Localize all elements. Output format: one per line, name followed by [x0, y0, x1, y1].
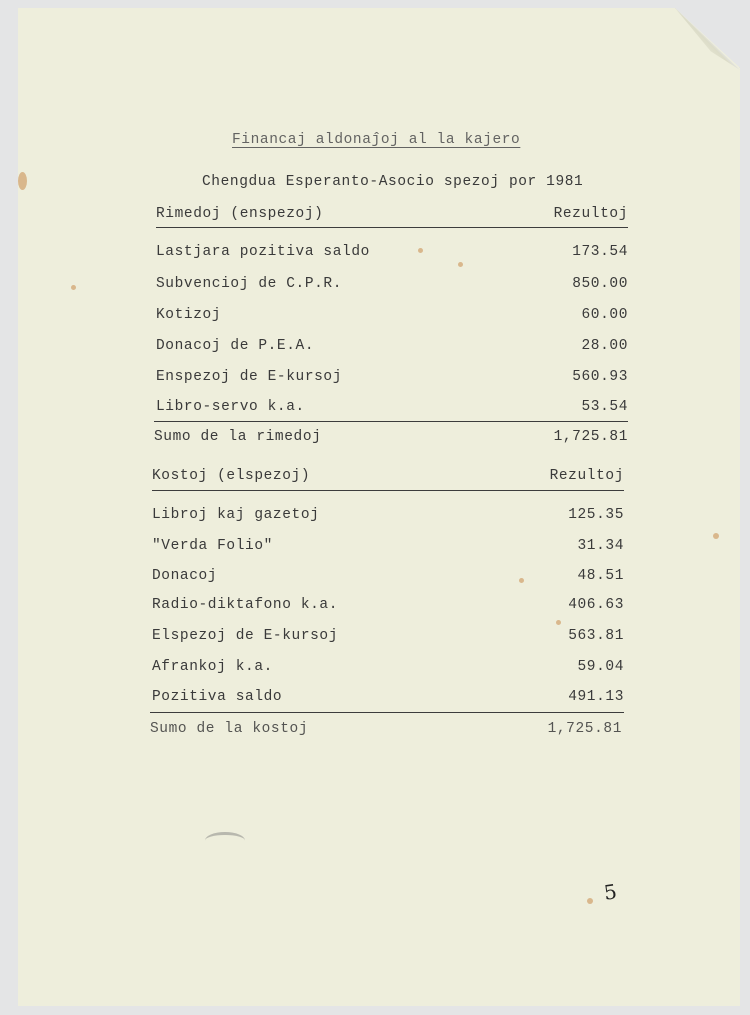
document-subtitle: Chengdua Esperanto-Asocio spezoj por 1981: [202, 174, 584, 190]
row-value: 560.93: [572, 369, 628, 385]
row-label: Afrankoj k.a.: [152, 659, 273, 675]
row-label: Elspezoj de E-kursoj: [152, 628, 339, 644]
row-label: Donacoj de P.E.A.: [156, 338, 315, 354]
row-value: 53.54: [581, 399, 628, 415]
row-value: 31.34: [577, 538, 624, 554]
row-label: Pozitiva saldo: [152, 689, 283, 705]
income-header-row: [0, 206, 750, 226]
expense-total-row: [0, 721, 750, 741]
table-row: [0, 369, 750, 389]
stain-mark: [587, 898, 593, 904]
row-value: 60.00: [581, 307, 628, 323]
row-value: 173.54: [572, 244, 628, 260]
page-number: 5: [602, 879, 619, 905]
table-row: [0, 689, 750, 709]
expense-total-label: Sumo de la kostoj: [150, 721, 309, 737]
row-label: Donacoj: [152, 568, 218, 584]
table-row: [0, 507, 750, 527]
stain-mark: [18, 172, 27, 190]
row-label: Kotizoj: [156, 307, 222, 323]
row-value: 850.00: [572, 276, 628, 292]
row-value: 563.81: [568, 628, 624, 644]
table-row: [0, 568, 750, 588]
table-row: [0, 597, 750, 617]
document-title: Financaj aldonaĵoj al la kajero: [232, 132, 521, 148]
expense-header-row: [0, 468, 750, 488]
table-row: [0, 244, 750, 264]
row-label: Libro-servo k.a.: [156, 399, 305, 415]
table-row: [0, 338, 750, 358]
row-label: "Verda Folio": [152, 538, 273, 554]
table-row: [0, 628, 750, 648]
expense-header-label: Kostoj (elspezoj): [152, 468, 311, 484]
table-row: [0, 399, 750, 419]
ink-smudge: [205, 832, 245, 849]
row-label: Subvencioj de C.P.R.: [156, 276, 343, 292]
row-value: 491.13: [568, 689, 624, 705]
row-label: Lastjara pozitiva saldo: [156, 244, 370, 260]
expense-total-rule: [150, 712, 624, 713]
row-value: 48.51: [577, 568, 624, 584]
expense-header-rule: [152, 490, 624, 491]
table-row: [0, 276, 750, 296]
row-label: Libroj kaj gazetoj: [152, 507, 320, 523]
stain-mark: [556, 620, 561, 625]
table-row: [0, 659, 750, 679]
expense-header-value: Rezultoj: [549, 468, 624, 484]
income-header-label: Rimedoj (enspezoj): [156, 206, 324, 222]
row-value: 125.35: [568, 507, 624, 523]
expense-total-value: 1,725.81: [547, 721, 622, 737]
row-label: Radio-diktafono k.a.: [152, 597, 339, 613]
table-row: [0, 538, 750, 558]
income-total-value: 1,725.81: [553, 429, 628, 445]
row-value: 406.63: [568, 597, 624, 613]
row-label: Enspezoj de E-kursoj: [156, 369, 343, 385]
row-value: 59.04: [577, 659, 624, 675]
income-total-row: [0, 429, 750, 449]
income-header-rule: [156, 227, 628, 228]
row-value: 28.00: [581, 338, 628, 354]
table-row: [0, 307, 750, 327]
income-total-rule: [154, 421, 628, 422]
income-header-value: Rezultoj: [553, 206, 628, 222]
income-total-label: Sumo de la rimedoj: [154, 429, 322, 445]
